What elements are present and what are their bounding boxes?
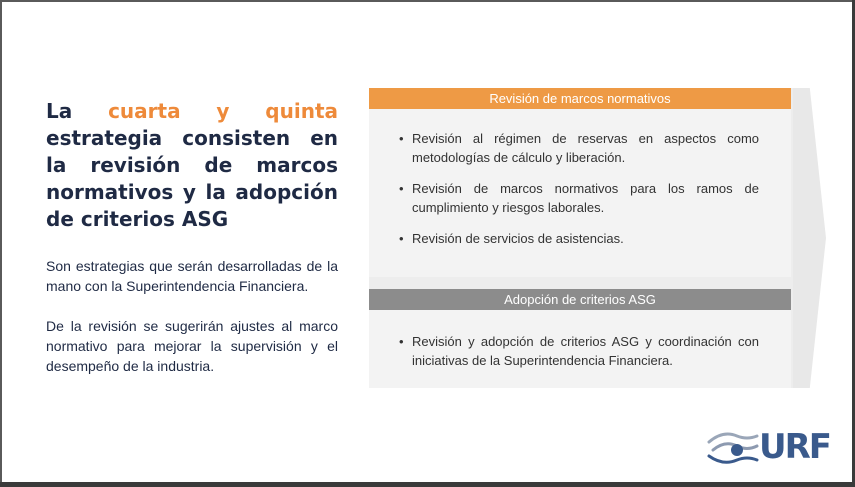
logo-text: URF bbox=[759, 427, 831, 467]
urf-logo bbox=[707, 424, 833, 470]
box-body-marcos-normativos bbox=[369, 109, 791, 277]
box-body-criterios-asg bbox=[369, 310, 791, 388]
intro-paragraph: Son estrategias que serán desarrolladas de la mano con la Superintendencia Financiera. bbox=[46, 258, 338, 294]
slide-title bbox=[46, 98, 338, 233]
title-accent: cuarta y quinta bbox=[108, 99, 338, 123]
revision-paragraph: De la revisión se sugerirán ajustes al marco normativo para mejorar la supervisión y el desempeño de la industria. bbox=[46, 318, 338, 374]
bullet-item: • Revisión de servicios de asistencias. bbox=[397, 229, 759, 248]
slide-frame-left bbox=[0, 0, 2, 487]
chevron-arrow bbox=[790, 88, 826, 388]
bullet-item: • Revisión y adopción de criterios ASG y coordinación con iniciativas de la Superintendencia Financiera. bbox=[397, 332, 759, 370]
box-criterios-asg bbox=[369, 289, 791, 388]
eye-waves-logo-icon bbox=[707, 426, 767, 470]
slide-frame-bottom bbox=[0, 482, 855, 487]
box-marcos-normativos bbox=[369, 88, 791, 277]
bullet-item: • Revisión de marcos normativos para los ramos de cumplimiento y riesgos laborales. bbox=[397, 179, 759, 217]
bullet-list bbox=[369, 129, 791, 248]
title-part-2: estrategia consisten en la revisión de marcos normativos y la adopción de criterios ASG bbox=[46, 126, 338, 231]
box-header-criterios-asg: Adopción de criterios ASG bbox=[369, 289, 791, 310]
box-header-marcos-normativos: Revisión de marcos normativos bbox=[369, 88, 791, 109]
title-part-1: La bbox=[46, 99, 109, 123]
slide-frame-top bbox=[0, 0, 855, 2]
bullet-item: • Revisión al régimen de reservas en aspectos como metodologías de cálculo y liberación. bbox=[397, 129, 759, 167]
bullet-list bbox=[369, 332, 791, 370]
